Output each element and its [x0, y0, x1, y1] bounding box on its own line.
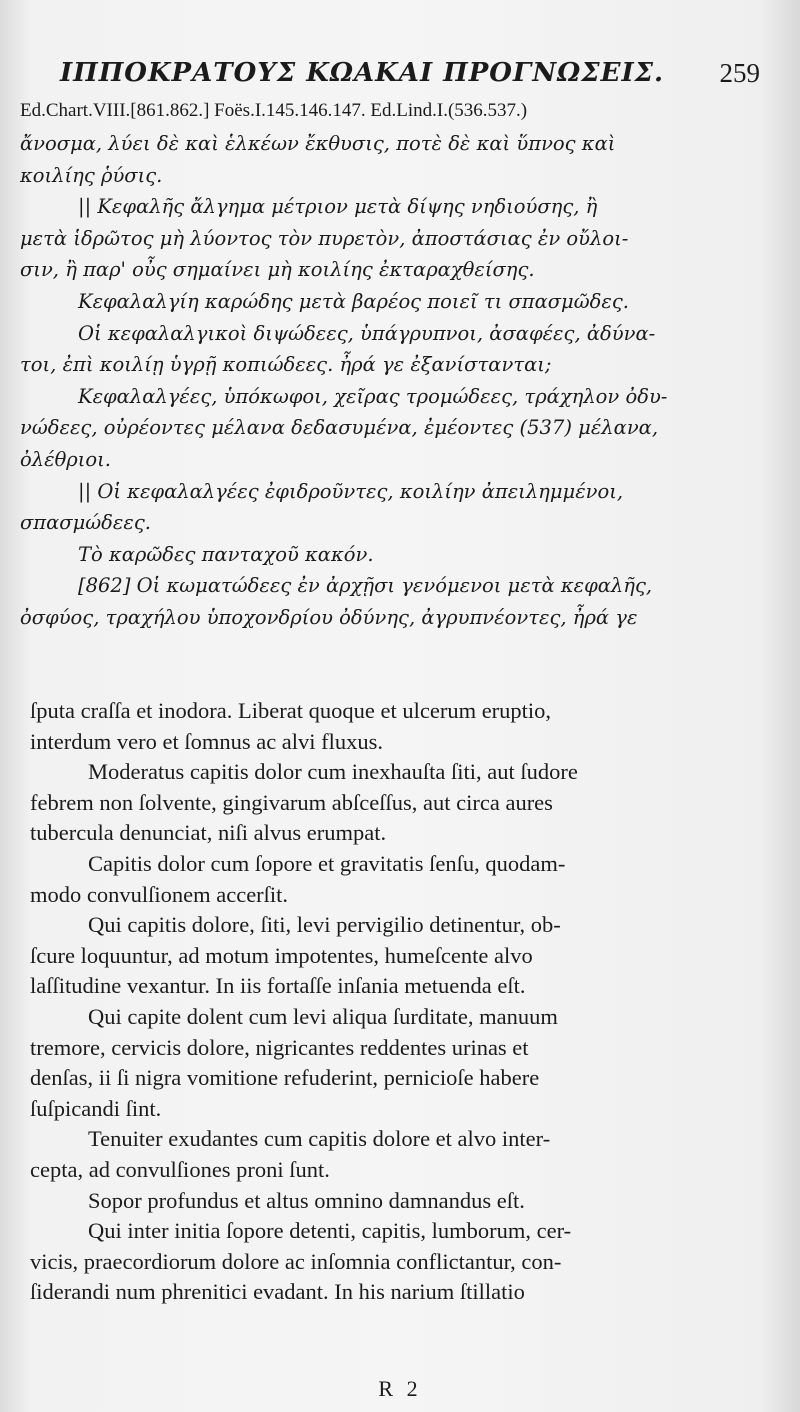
running-title: ΙΠΠΟΚΡΑΤΟΥΣ ΚΩΑΚΑΙ ΠΡΟΓΝΩΣΕΙΣ. — [60, 58, 665, 88]
page-number: 259 — [719, 58, 760, 88]
latin-line: Tenuiter exudantes cum capitis dolore et alvo inter- — [88, 1126, 551, 1152]
latin-line: vicis, praecordiorum dolore ac inſomnia conflictantur, con- — [30, 1248, 562, 1274]
latin-line: cepta, ad convulſiones proni ſunt. — [30, 1156, 330, 1182]
greek-line: σιν, ἢ παρ' οὖς σημαίνει μὴ κοιλίης ἐκταραχθείσης. — [20, 258, 535, 282]
latin-line: denſas, ii ſi nigra vomitione refuderint, pernicioſe habere — [30, 1065, 540, 1091]
latin-line: febrem non ſolvente, gingivarum abſceſſus, aut circa aures — [30, 789, 553, 815]
latin-line: Capitis dolor cum ſopore et gravitatis ſenſu, quodam- — [88, 850, 566, 876]
greek-line: Κεφαλαλγίη καρώδης μετὰ βαρέος ποιεῖ τι σπασμῶδες. — [78, 289, 629, 313]
greek-line: ἄνοσμα, λύει δὲ καὶ ἑλκέων ἔκθυσις, ποτὲ δὲ καὶ ὕπνος καὶ — [20, 132, 616, 155]
latin-line: interdum vero et ſomnus ac alvi fluxus. — [30, 728, 384, 754]
greek-line: μετὰ ἱδρῶτος μὴ λύοντος τὸν πυρετὸν, ἀποστάσιας ἐν οὔλοι- — [20, 226, 629, 250]
greek-line: τοι, ἐπὶ κοιλίῃ ὑγρῇ κοπιώδεες. ἦρά γε ἐξανίστανται; — [20, 353, 552, 377]
latin-line: Qui capite dolent cum levi aliqua ſurditate, manuum — [88, 1003, 558, 1029]
edition-reference-line: Ed.Chart.VIII.[861.862.] Foës.I.145.146.147. Ed.Lind.I.(536.537.) — [20, 100, 528, 121]
latin-line: laſſitudine vexantur. In iis fortaſſe inſania metuenda eſt. — [30, 973, 526, 999]
greek-line: Τὸ καρῶδες πανταχοῦ κακόν. — [78, 542, 374, 566]
greek-line: || Οἱ κεφαλαλγέες ἐφιδροῦντες, κοιλίην ἀπειλημμένοι, — [78, 479, 624, 503]
signature-mark: R 2 — [378, 1376, 422, 1401]
latin-line: ſuſpicandi ſint. — [30, 1095, 162, 1121]
page-header — [60, 58, 760, 98]
greek-line: σπασμώδεες. — [20, 511, 151, 535]
greek-line: [862] Οἱ κωματώδεες ἐν ἀρχῇσι γενόμενοι μετὰ κεφαλῆς, — [78, 574, 653, 598]
latin-line: ſiderandi num phrenitici evadant. In his narium ſtillatio — [30, 1279, 525, 1305]
greek-line: Κεφαλαλγέες, ὑπόκωφοι, χεῖρας τρομώδεες, τράχηλον ὀδυ- — [78, 384, 668, 408]
latin-line: ſputa craſſa et inodora. Liberat quoque et ulcerum eruptio, — [30, 698, 552, 723]
latin-line: Qui capitis dolore, ſiti, levi pervigilio detinentur, ob- — [88, 912, 561, 938]
latin-line: Moderatus capitis dolor cum inexhauſta ſiti, aut ſudore — [88, 759, 578, 785]
latin-line: tremore, cervicis dolore, nigricantes reddentes urinas et — [30, 1034, 529, 1060]
latin-line: tubercula denunciat, niſi alvus erumpat. — [30, 820, 387, 846]
greek-text-block — [20, 128, 770, 634]
greek-line: || Κεφαλῆς ἄλγημα μέτριον μετὰ δίψης νηδιούσης, ἢ — [78, 195, 598, 219]
latin-line: Sopor profundus et altus omnino damnandus eſt. — [88, 1187, 525, 1213]
greek-line: κοιλίης ῥύσις. — [20, 163, 163, 187]
latin-text-block — [30, 696, 770, 1308]
latin-line: modo convulſionem accerſit. — [30, 881, 289, 907]
latin-line: ſcure loquuntur, ad motum impotentes, humeſcente alvo — [30, 942, 533, 968]
greek-line: Οἱ κεφαλαλγικοὶ διψώδεες, ὑπάγρυπνοι, ἀσαφέες, ἀδύνα- — [78, 321, 656, 345]
latin-line: Qui inter initia ſopore detenti, capitis, lumborum, cer- — [88, 1218, 572, 1244]
greek-line: νώδεες, οὐρέοντες μέλανα δεδασυμένα, ἐμέοντες (537) μέλανα, — [20, 416, 659, 440]
greek-line: ὀσφύος, τραχήλου ὑποχονδρίου ὀδύνης, ἀγρυπνέοντες, ἦρά γε — [20, 605, 638, 629]
greek-line: ὀλέθριοι. — [20, 447, 111, 471]
